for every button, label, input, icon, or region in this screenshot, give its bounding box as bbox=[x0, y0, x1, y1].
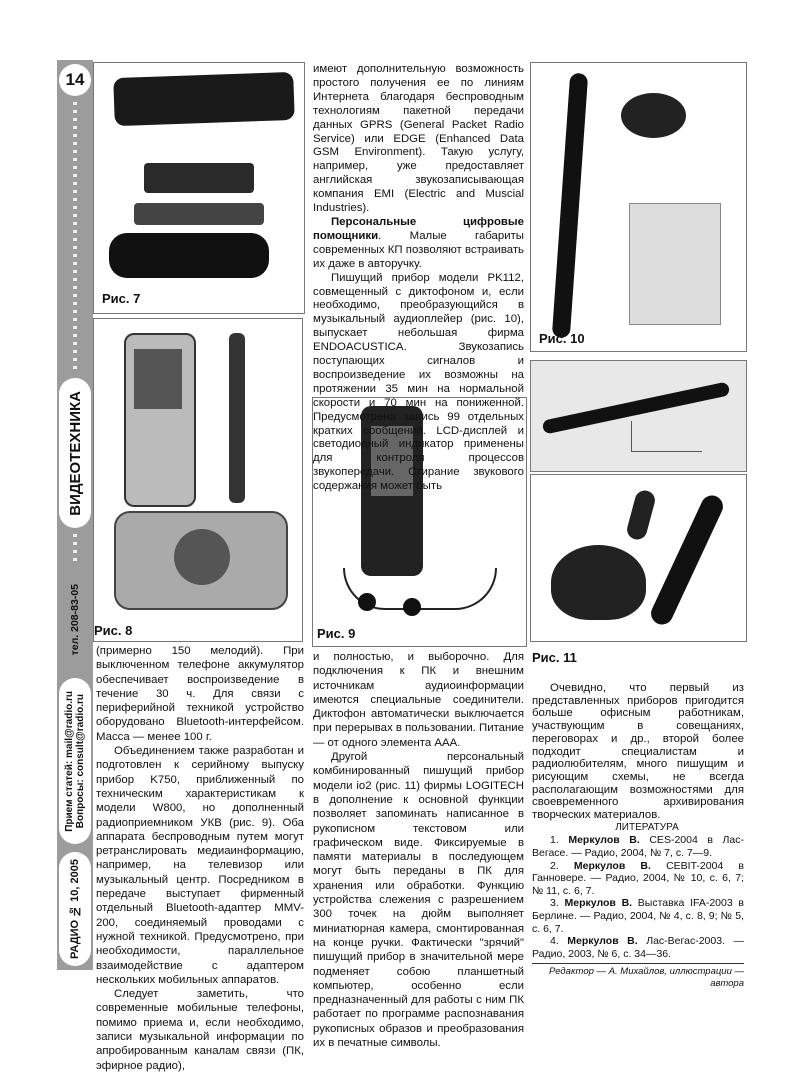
pen-cap-image bbox=[625, 488, 657, 541]
pen-recorder-image bbox=[552, 73, 588, 339]
phone-screen-image bbox=[134, 349, 182, 409]
figure-caption: Рис. 7 bbox=[102, 291, 141, 306]
references-heading: ЛИТЕРАТУРА bbox=[615, 821, 679, 833]
text-column-3 bbox=[532, 682, 744, 990]
divider-dots bbox=[73, 534, 77, 564]
phone-side-image bbox=[229, 333, 245, 503]
page-number-badge bbox=[59, 64, 91, 96]
computer-image bbox=[629, 203, 721, 325]
player-image bbox=[109, 233, 269, 278]
reference-item: 4. Меркулов В. Лас-Вегас-2003. — Радио, 2003, № 6, с. 34—36. bbox=[532, 935, 745, 960]
paragraph: (примерно 150 мелодий). При выключенном телефоне аккумулятор обеспечивает воспроизведение в течение 30 ч. Для связи с периферийной техникой устройство оборудовано Bluetooth-интерфейсом. Масса — менее 100 г. bbox=[96, 645, 304, 743]
text-column-1 bbox=[96, 644, 304, 1073]
subheading: Персональные цифровые помощники bbox=[313, 215, 524, 242]
sketch-image bbox=[631, 421, 702, 452]
issue: РАДИО № 10, 2005 bbox=[69, 859, 81, 959]
reference-item: 1. Меркулов В. CES-2004 в Лас-Вегасе. — Радио, 2004, № 7, с. 7—9. bbox=[532, 834, 744, 860]
page-number: 14 bbox=[65, 70, 85, 89]
figure-7 bbox=[93, 62, 305, 314]
text-column-2-top bbox=[313, 63, 524, 494]
paragraph: и полностью, и выборочно. Для подключения к ПК и внешним источникам аудиоинформации имеются специальные соединители. Диктофон автоматически выключается при перерывах в пользовании. Питание — от одного элемента AAA. bbox=[313, 651, 524, 749]
submissions-email[interactable]: Прием статей: mail@radio.ru bbox=[64, 690, 75, 832]
reference-item: 2. Меркулов В. CEBIT-2004 в Ганновере. — Радио, 2004, № 10, с. 6, 7; № 11, с. 6, 7. bbox=[532, 859, 745, 897]
section-title: ВИДЕОТЕХНИКА bbox=[66, 390, 84, 516]
section-badge bbox=[59, 378, 91, 528]
divider-dots bbox=[73, 102, 77, 372]
headphone-image bbox=[621, 93, 686, 138]
phone: тел. 208-83-05 bbox=[69, 584, 81, 656]
paragraph: имеют дополнительную возможность простого получения ее по линиям Интернета благодаря беспроводным технологиям пакетной передачи данных GPRS (General Packet Radio Service) или EDGE (Enhanced Data GSM Environment). Такую услугу, например, уже предоставляет английская звукозаписывающая компания EMI (Electric and Muscial Industries). bbox=[313, 63, 524, 215]
paragraph: Пишущий прибор модели PK112, совмещенный с диктофоном и, если необходимо, преобразующийся в музыкальный аудиоплейер (рис. 10), выпускает небольшая фирма ENDOACUSTICA. Звукозапись поступающих сигналов и воспроизведение их возможны на протяжении 35 мин на нормальной скорости и 70 мин на пониженной. Предусмотрена запись 99 отдельных кратких сообщений. LCD-дисплей и светодиодный индикатор применены для контроля процессов звукопередачи. Стирание звукового содержания может быть bbox=[313, 271, 524, 493]
issue-badge bbox=[59, 852, 91, 966]
figure-11-top bbox=[530, 360, 747, 472]
figure-11-bottom bbox=[530, 474, 747, 642]
questions-email[interactable]: Вопросы: consult@radio.ru bbox=[75, 693, 86, 829]
figure-caption: Рис. 11 bbox=[532, 650, 577, 665]
usb-player-image bbox=[144, 163, 254, 193]
figure-caption: Рис. 9 bbox=[317, 626, 356, 641]
contacts-badge bbox=[59, 678, 91, 844]
sidebar-strip bbox=[57, 60, 93, 970]
earbud-image bbox=[403, 598, 421, 616]
digital-pen-image bbox=[647, 492, 726, 628]
camera-lens-image bbox=[174, 529, 230, 585]
text-column-2-bottom bbox=[313, 650, 524, 1050]
figure-caption: Рис. 10 bbox=[539, 331, 585, 346]
paragraph: Объединением также разработан и подготовлен к серийному выпуску прибор K750, приближенный по техническим характеристикам к модели W800, но дополненный радиоприемником УКВ (рис. 9). Оба аппарата беспроводным путем могут ретранслировать медиаинформацию, например, на телевизор или музыкальный центр. Посредником в передаче выступает фирменный отдельный Bluetooth-адаптер MMV-200, соединяемый проводами с нужной техникой. Предусмотрено, при необходимости, параллельное взаимодействие с адаптером нескольких мобильных аппаратов. bbox=[96, 745, 304, 986]
paragraph: Другой персональный комбинированный пишущий прибор модели io2 (рис. 11) фирмы LOGITECH в дополнение к основной функции позволяет запоминать написанное в рукописном текстовом или графическом виде. Фиксируемые в памяти материалы в последующем могут быть переданы в ПК для хранения или обработки. Функцию устройства слежения с разрешением 300 точек на дюйм выполняет миниатюрная камера, смонтированная на конце ручки. Фактически "зрячий" пишущий прибор в значительной мере подменяет собою планшетный компьютер, особенно если предназначенный для работы с ним ПК работает по программе распознавания рукописных образов и преобразования их в печатные символы. bbox=[313, 751, 524, 1050]
paragraph: Очевидно, что первый из представленных приборов пригодится больше офисным работникам, участвующим в совещаниях, переговорах и др., второй более подходит специалистам и радиолюбителям, много пишущим и рисующим схемы, не всегда располагающим возможностями для своевременного архивирования творческих материалов. bbox=[532, 682, 744, 822]
figure-10 bbox=[530, 62, 747, 352]
editor-credit: Редактор — А. Михайлов, иллюстрации — автора bbox=[549, 966, 744, 990]
reference-item: 3. Меркулов В. Выставка IFA-2003 в Берлине. — Радио, 2004, № 4, с. 8, 9; № 5, с. 6, 7. bbox=[532, 897, 745, 935]
paragraph: Следует заметить, что современные мобильные телефоны, помимо приема и, если необходимо, записи музыкальной информации по апробированным каналам связи (ПК, эфирное радио), bbox=[96, 988, 304, 1072]
paragraph: Персональные цифровые помощники. Малые габариты современных КП позволяют встраивать их даже в авторучку. bbox=[313, 215, 524, 270]
divider bbox=[532, 963, 744, 964]
usb-player-image bbox=[134, 203, 264, 225]
figure-8 bbox=[93, 318, 303, 642]
mp3-player-image bbox=[113, 72, 295, 126]
earbud-image bbox=[358, 593, 376, 611]
pen-cradle-image bbox=[551, 545, 646, 620]
phone-block bbox=[57, 568, 93, 672]
figure-caption: Рис. 8 bbox=[94, 623, 133, 638]
